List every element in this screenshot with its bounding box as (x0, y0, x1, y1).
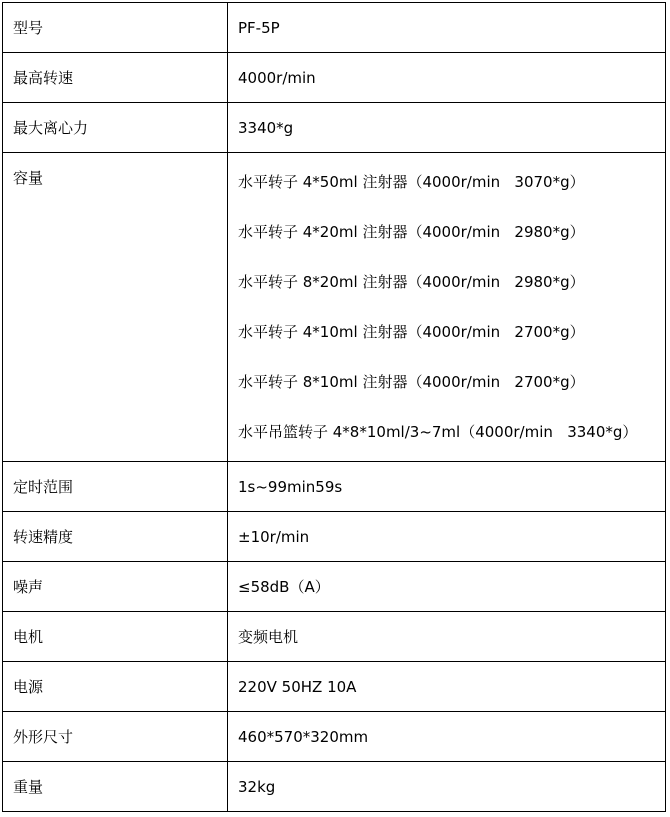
capacity-line: 水平转子 8*10ml 注射器（4000r/min 2700*g） (238, 373, 585, 391)
spec-value: 变频电机 (228, 612, 666, 662)
table-row (3, 612, 666, 662)
table-row (3, 512, 666, 562)
capacity-line: 水平吊篮转子 4*8*10ml/3~7ml（4000r/min 3340*g） (238, 423, 638, 441)
spec-value: ≤58dB（A） (228, 562, 666, 612)
capacity-line: 水平转子 8*20ml 注射器（4000r/min 2980*g） (238, 273, 585, 291)
table-row (3, 153, 666, 462)
table-row (3, 562, 666, 612)
capacity-line: 水平转子 4*20ml 注射器（4000r/min 2980*g） (238, 223, 585, 241)
spec-label: 转速精度 (3, 512, 228, 562)
spec-label: 外形尺寸 (3, 712, 228, 762)
spec-label: 最大离心力 (3, 103, 228, 153)
table-row (3, 3, 666, 53)
table-row (3, 53, 666, 103)
spec-label: 电机 (3, 612, 228, 662)
spec-value: 1s~99min59s (228, 462, 666, 512)
spec-label: 定时范围 (3, 462, 228, 512)
spec-value: 3340*g (228, 103, 666, 153)
spec-table (2, 2, 666, 812)
spec-value: 220V 50HZ 10A (228, 662, 666, 712)
spec-value-list (228, 153, 666, 462)
spec-label: 最高转速 (3, 53, 228, 103)
capacity-line: 水平转子 4*50ml 注射器（4000r/min 3070*g） (238, 173, 585, 191)
spec-label: 型号 (3, 3, 228, 53)
spec-value: PF-5P (228, 3, 666, 53)
spec-label: 噪声 (3, 562, 228, 612)
table-row (3, 103, 666, 153)
capacity-line: 水平转子 4*10ml 注射器（4000r/min 2700*g） (238, 323, 585, 341)
spec-value: 460*570*320mm (228, 712, 666, 762)
spec-label: 电源 (3, 662, 228, 712)
spec-label: 重量 (3, 762, 228, 812)
spec-label: 容量 (3, 153, 228, 462)
spec-value: 4000r/min (228, 53, 666, 103)
table-row (3, 462, 666, 512)
spec-value: 32kg (228, 762, 666, 812)
spec-value: ±10r/min (228, 512, 666, 562)
table-row (3, 762, 666, 812)
table-row (3, 712, 666, 762)
table-row (3, 662, 666, 712)
